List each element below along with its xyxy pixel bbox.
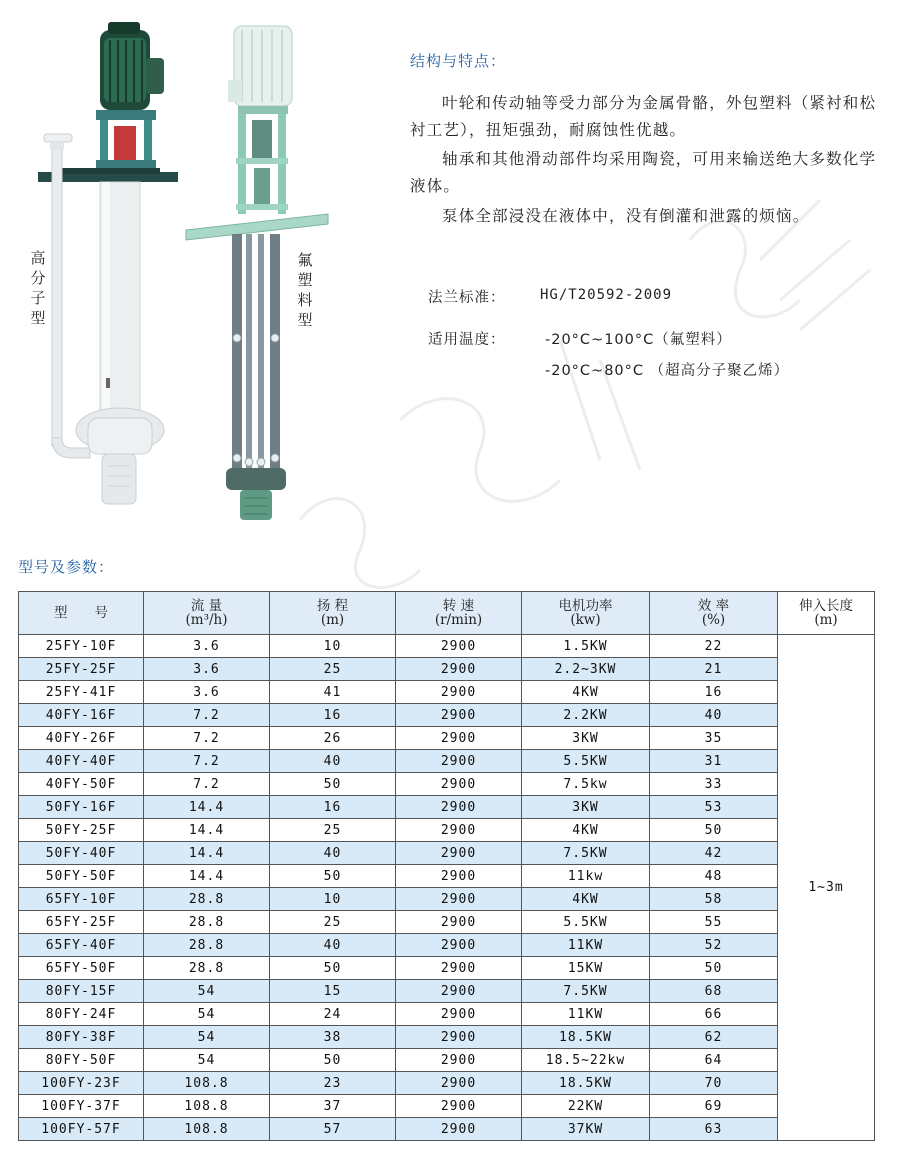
cell-model: 65FY-40F — [19, 934, 144, 957]
cell-flow: 28.8 — [144, 888, 270, 911]
cell-efficiency: 35 — [650, 727, 778, 750]
cell-speed: 2900 — [396, 911, 522, 934]
cell-speed: 2900 — [396, 1003, 522, 1026]
cell-model: 80FY-24F — [19, 1003, 144, 1026]
cell-head: 50 — [270, 773, 396, 796]
cell-flow: 3.6 — [144, 658, 270, 681]
table-row — [19, 934, 875, 957]
cell-speed: 2900 — [396, 727, 522, 750]
cell-head: 50 — [270, 865, 396, 888]
cell-model: 25FY-25F — [19, 658, 144, 681]
cell-motor-power: 15KW — [522, 957, 650, 980]
cell-flow: 7.2 — [144, 727, 270, 750]
cell-flow: 108.8 — [144, 1095, 270, 1118]
feature-paragraph-1: 叶轮和传动轴等受力部分为金属骨骼，外包塑料（紧衬和松衬工艺），扭矩强劲，耐腐蚀性优越。 — [410, 94, 877, 139]
cell-model: 40FY-50F — [19, 773, 144, 796]
cell-motor-power: 11KW — [522, 934, 650, 957]
cell-flow: 14.4 — [144, 796, 270, 819]
cell-head: 25 — [270, 911, 396, 934]
cell-efficiency: 64 — [650, 1049, 778, 1072]
cell-efficiency: 70 — [650, 1072, 778, 1095]
cell-head: 10 — [270, 888, 396, 911]
cell-motor-power: 7.5KW — [522, 842, 650, 865]
left-pump-label: 高分子型 — [30, 249, 46, 327]
header-speed: 转 速 (r/min) — [396, 592, 522, 635]
cell-speed: 2900 — [396, 957, 522, 980]
cell-speed: 2900 — [396, 796, 522, 819]
cell-motor-power: 37KW — [522, 1118, 650, 1141]
cell-head: 38 — [270, 1026, 396, 1049]
cell-speed: 2900 — [396, 1118, 522, 1141]
cell-speed: 2900 — [396, 865, 522, 888]
cell-head: 26 — [270, 727, 396, 750]
table-row — [19, 1003, 875, 1026]
cell-flow: 3.6 — [144, 635, 270, 658]
cell-head: 50 — [270, 957, 396, 980]
cell-speed: 2900 — [396, 1049, 522, 1072]
header-model: 型 号 — [19, 592, 144, 635]
cell-efficiency: 69 — [650, 1095, 778, 1118]
cell-efficiency: 52 — [650, 934, 778, 957]
cell-model: 65FY-25F — [19, 911, 144, 934]
cell-speed: 2900 — [396, 888, 522, 911]
cell-insertion-length: 1~3m — [778, 635, 875, 1141]
cell-efficiency: 55 — [650, 911, 778, 934]
table-row — [19, 727, 875, 750]
cell-efficiency: 66 — [650, 1003, 778, 1026]
table-row — [19, 796, 875, 819]
cell-efficiency: 50 — [650, 819, 778, 842]
table-row — [19, 957, 875, 980]
cell-head: 16 — [270, 704, 396, 727]
cell-motor-power: 7.5kw — [522, 773, 650, 796]
table-row — [19, 1095, 875, 1118]
cell-head: 10 — [270, 635, 396, 658]
cell-efficiency: 58 — [650, 888, 778, 911]
cell-efficiency: 63 — [650, 1118, 778, 1141]
cell-head: 40 — [270, 934, 396, 957]
header-motor-power: 电机功率 (kw) — [522, 592, 650, 635]
table-row — [19, 980, 875, 1003]
cell-motor-power: 2.2KW — [522, 704, 650, 727]
cell-motor-power: 3KW — [522, 796, 650, 819]
cell-speed: 2900 — [396, 842, 522, 865]
table-row — [19, 819, 875, 842]
cell-head: 40 — [270, 842, 396, 865]
cell-flow: 108.8 — [144, 1118, 270, 1141]
cell-flow: 28.8 — [144, 911, 270, 934]
cell-head: 24 — [270, 1003, 396, 1026]
cell-efficiency: 31 — [650, 750, 778, 773]
cell-model: 40FY-26F — [19, 727, 144, 750]
cell-model: 40FY-16F — [19, 704, 144, 727]
feature-paragraph-3: 泵体全部浸没在液体中，没有倒灌和泄露的烦恼。 — [442, 207, 810, 225]
table-row — [19, 1118, 875, 1141]
table-row — [19, 635, 875, 658]
table-row — [19, 842, 875, 865]
feature-paragraph-2: 轴承和其他滑动部件均采用陶瓷，可用来输送绝大多数化学液体。 — [410, 150, 877, 195]
cell-model: 50FY-16F — [19, 796, 144, 819]
cell-efficiency: 22 — [650, 635, 778, 658]
cell-head: 23 — [270, 1072, 396, 1095]
cell-speed: 2900 — [396, 819, 522, 842]
cell-speed: 2900 — [396, 773, 522, 796]
cell-efficiency: 68 — [650, 980, 778, 1003]
cell-efficiency: 21 — [650, 658, 778, 681]
cell-speed: 2900 — [396, 635, 522, 658]
cell-head: 16 — [270, 796, 396, 819]
cell-motor-power: 5.5KW — [522, 750, 650, 773]
temperature-label: 适用温度： — [428, 332, 506, 348]
cell-speed: 2900 — [396, 658, 522, 681]
cell-motor-power: 4KW — [522, 681, 650, 704]
cell-motor-power: 18.5KW — [522, 1072, 650, 1095]
cell-motor-power: 2.2~3KW — [522, 658, 650, 681]
cell-model: 50FY-40F — [19, 842, 144, 865]
cell-flow: 7.2 — [144, 750, 270, 773]
params-title: 型号及参数： — [18, 558, 115, 576]
table-row — [19, 1072, 875, 1095]
cell-efficiency: 48 — [650, 865, 778, 888]
cell-flow: 54 — [144, 1003, 270, 1026]
cell-flow: 54 — [144, 980, 270, 1003]
table-row — [19, 681, 875, 704]
cell-flow: 3.6 — [144, 681, 270, 704]
table-row — [19, 658, 875, 681]
temperature-uhmwpe: -20°C~80°C （超高分子聚乙烯） — [545, 363, 790, 379]
cell-efficiency: 40 — [650, 704, 778, 727]
cell-speed: 2900 — [396, 750, 522, 773]
header-flow: 流 量 (m³/h) — [144, 592, 270, 635]
cell-efficiency: 42 — [650, 842, 778, 865]
high-molecular-pump-image — [30, 18, 190, 538]
cell-speed: 2900 — [396, 681, 522, 704]
cell-model: 100FY-23F — [19, 1072, 144, 1095]
table-row — [19, 888, 875, 911]
cell-flow: 14.4 — [144, 819, 270, 842]
table-header-row — [19, 592, 875, 635]
cell-model: 40FY-40F — [19, 750, 144, 773]
table-row — [19, 865, 875, 888]
table-row — [19, 773, 875, 796]
cell-motor-power: 7.5KW — [522, 980, 650, 1003]
header-insertion-length: 伸入长度 (m) — [778, 592, 875, 635]
cell-motor-power: 11KW — [522, 1003, 650, 1026]
cell-motor-power: 5.5KW — [522, 911, 650, 934]
cell-model: 65FY-50F — [19, 957, 144, 980]
table-row — [19, 750, 875, 773]
table-row — [19, 704, 875, 727]
cell-motor-power: 18.5~22kw — [522, 1049, 650, 1072]
right-pump-label: 氟塑料型 — [297, 251, 313, 329]
cell-motor-power: 4KW — [522, 819, 650, 842]
header-efficiency: 效 率 (%) — [650, 592, 778, 635]
cell-efficiency: 16 — [650, 681, 778, 704]
cell-efficiency: 33 — [650, 773, 778, 796]
cell-model: 25FY-10F — [19, 635, 144, 658]
cell-model: 50FY-25F — [19, 819, 144, 842]
cell-model: 50FY-50F — [19, 865, 144, 888]
cell-flow: 28.8 — [144, 934, 270, 957]
cell-efficiency: 50 — [650, 957, 778, 980]
cell-head: 57 — [270, 1118, 396, 1141]
cell-efficiency: 53 — [650, 796, 778, 819]
cell-efficiency: 62 — [650, 1026, 778, 1049]
cell-speed: 2900 — [396, 704, 522, 727]
cell-head: 25 — [270, 819, 396, 842]
table-row — [19, 1049, 875, 1072]
cell-speed: 2900 — [396, 1026, 522, 1049]
params-table — [18, 591, 875, 1141]
cell-model: 100FY-57F — [19, 1118, 144, 1141]
cell-flow: 54 — [144, 1049, 270, 1072]
cell-flow: 14.4 — [144, 865, 270, 888]
cell-head: 50 — [270, 1049, 396, 1072]
cell-flow: 108.8 — [144, 1072, 270, 1095]
cell-flow: 7.2 — [144, 704, 270, 727]
cell-speed: 2900 — [396, 1095, 522, 1118]
cell-model: 80FY-50F — [19, 1049, 144, 1072]
flange-standard-value: HG/T20592-2009 — [540, 287, 673, 303]
cell-head: 41 — [270, 681, 396, 704]
features-title: 结构与特点： — [410, 52, 507, 70]
cell-model: 25FY-41F — [19, 681, 144, 704]
cell-motor-power: 18.5KW — [522, 1026, 650, 1049]
table-row — [19, 911, 875, 934]
cell-speed: 2900 — [396, 1072, 522, 1095]
cell-head: 40 — [270, 750, 396, 773]
cell-head: 15 — [270, 980, 396, 1003]
cell-motor-power: 4KW — [522, 888, 650, 911]
cell-motor-power: 3KW — [522, 727, 650, 750]
table-row — [19, 1026, 875, 1049]
cell-motor-power: 1.5KW — [522, 635, 650, 658]
params-table-container — [18, 591, 874, 1141]
cell-model: 80FY-15F — [19, 980, 144, 1003]
cell-model: 100FY-37F — [19, 1095, 144, 1118]
cell-head: 25 — [270, 658, 396, 681]
cell-speed: 2900 — [396, 980, 522, 1003]
cell-head: 37 — [270, 1095, 396, 1118]
cell-flow: 7.2 — [144, 773, 270, 796]
cell-flow: 14.4 — [144, 842, 270, 865]
cell-speed: 2900 — [396, 934, 522, 957]
header-head: 扬 程 (m) — [270, 592, 396, 635]
cell-motor-power: 22KW — [522, 1095, 650, 1118]
flange-standard-label: 法兰标准： — [428, 290, 506, 306]
cell-model: 80FY-38F — [19, 1026, 144, 1049]
table-body — [19, 635, 875, 1141]
cell-model: 65FY-10F — [19, 888, 144, 911]
cell-flow: 54 — [144, 1026, 270, 1049]
temperature-fluoroplastic: -20°C~100°C（氟塑料） — [545, 332, 732, 348]
cell-flow: 28.8 — [144, 957, 270, 980]
cell-motor-power: 11kw — [522, 865, 650, 888]
